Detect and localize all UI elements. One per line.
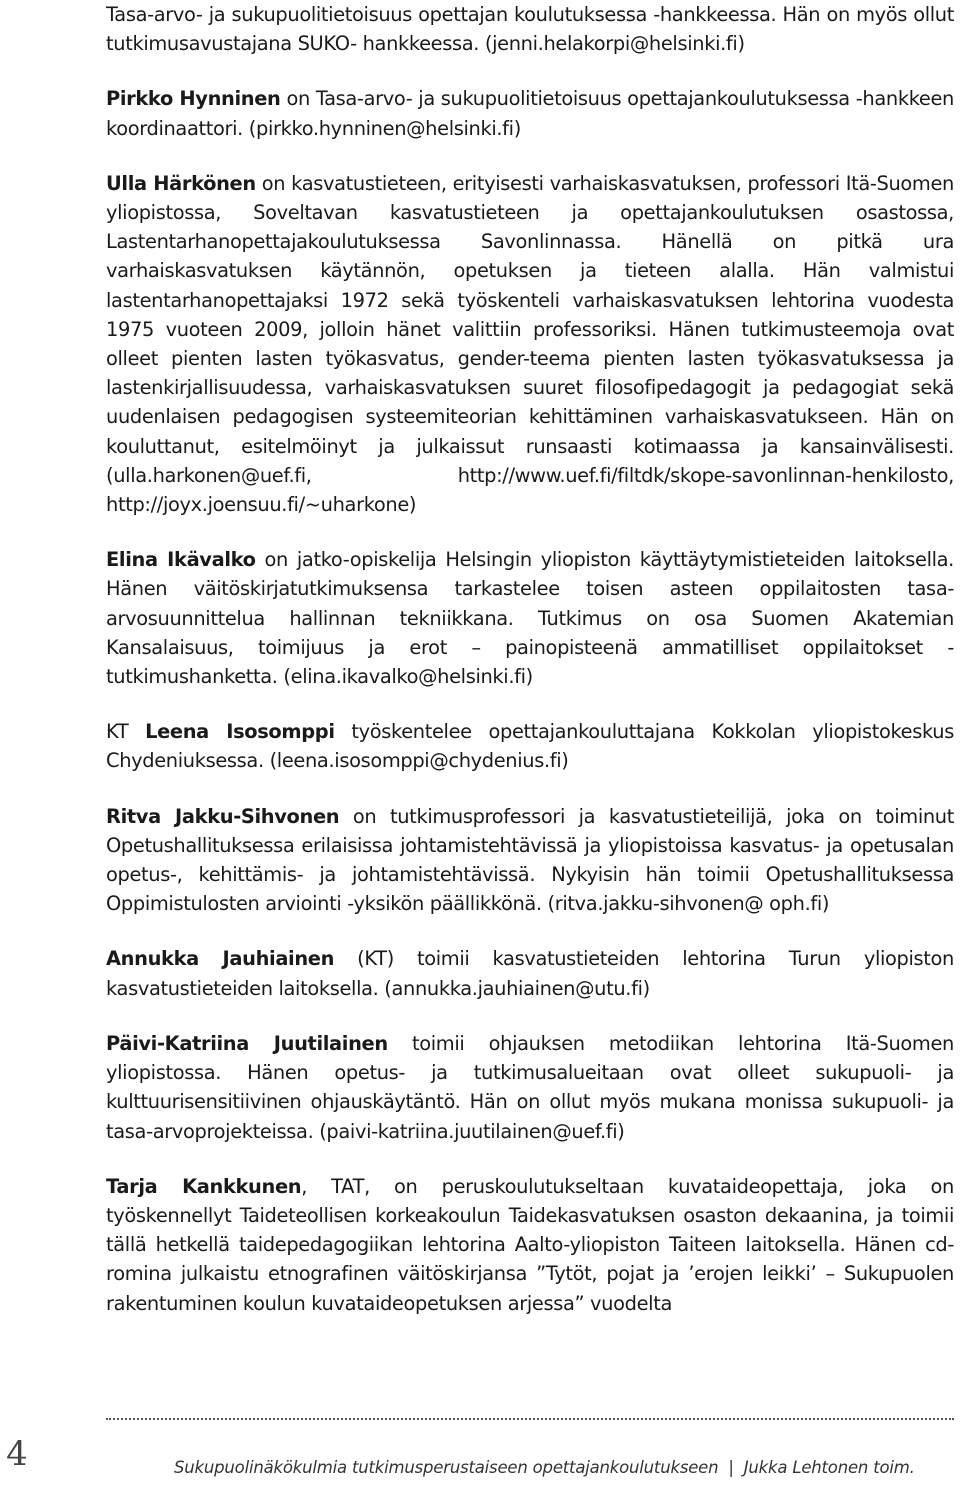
paragraph-text: on tutkimusprofessori ja kasvatustieteilijä, joka on toiminut Opetushallituksessa erilaisissa johtamistehtävissä ja yliopistoissa kasvatus- ja opetusalan opetus-, kehittämis- ja johtamistehtävissä. Nykyisin hän toimii Opetushallituksessa Oppimistulosten arviointi -yksikön päällikkönä. (ritva.jakku-sihvonen@ oph.fi) bbox=[106, 804, 954, 916]
book-editor: Jukka Lehtonen toim. bbox=[743, 1458, 915, 1477]
person-name: Päivi-Katriina Juutilainen bbox=[106, 1031, 388, 1055]
paragraph-text: Tasa-arvo- ja sukupuolitietoisuus opettajan koulutuksessa -hankkeessa. Hän on myös ollut tutkimusavustajana SUKO- hankkeessa. (jenni.helakorpi@helsinki.fi) bbox=[106, 3, 954, 56]
paragraph-text: (KT) toimii kasvatustieteiden lehtorina Turun yliopiston kasvatustieteiden laitoksella. (annukka.jauhiainen@utu.fi) bbox=[106, 947, 954, 1000]
paragraph-jauhiainen bbox=[106, 944, 954, 1002]
person-name: Tarja Kankkunen bbox=[106, 1174, 302, 1198]
paragraph-kankkunen bbox=[106, 1172, 954, 1318]
paragraph-text: on kasvatustieteen, erityisesti varhaiskasvatuksen, professori Itä-Suomen yliopistossa, Soveltavan kasvatustieteen ja opettajankoulutuksen osastossa, Lastentarhanopettajakoulutuksessa Savonlinnassa. Hänellä on pitkä ura varhaiskasvatuksen käytännön, opetuksen ja tieteen alalla. Hän valmistui lastentarhanopettajaksi 1972 sekä työskenteli varhaiskasvatuksen lehtorina vuodesta 1975 vuoteen 2009, jolloin hänet valittiin professoriksi. Hänen tutkimusteemoja ovat olleet pienten lasten työkasvatus, gender-teema pienten lasten työkasvatuksessa ja lastenkirjallisuudessa, varhaiskasvatuksen suuret filosofipedagogit ja pedagogiat sekä uudenlaisen pedagogisen systeemiteorian kehittäminen varhaiskasvatukseen. Hän on kouluttanut, esitelmöinyt ja julkaissut runsaasti kotimaassa ja kansainvälisesti. (ulla.harkonen@uef.fi, http://www.uef.fi/filtdk/skope-savonlinnan-henkilosto, http://joyx.joensuu.fi/~uharkone) bbox=[106, 171, 954, 517]
paragraph-hynninen bbox=[106, 84, 954, 142]
paragraph-juutilainen bbox=[106, 1029, 954, 1146]
footer-divider bbox=[106, 1418, 954, 1420]
running-footer bbox=[174, 1458, 954, 1477]
person-name: Ulla Härkönen bbox=[106, 171, 256, 195]
paragraph-ikavalko bbox=[106, 545, 954, 691]
paragraph-text: on jatko-opiskelija Helsingin yliopiston käyttäytymistieteiden laitoksella. Hänen väitöskirjatutkimuksensa tarkastelee toisen asteen oppilaitosten tasa-arvosuunnittelua hallinnan tekniikkana. Tutkimus on osa Suomen Akatemian Kansalaisuus, toimijuus ja erot – painopisteenä ammatilliset oppilaitokset -tutkimushanketta. (elina.ikavalko@helsinki.fi) bbox=[106, 548, 954, 689]
person-name: Pirkko Hynninen bbox=[106, 87, 281, 111]
person-name: Ritva Jakku-Sihvonen bbox=[106, 804, 340, 828]
paragraph-isosomppi bbox=[106, 717, 954, 775]
footer-separator: | bbox=[728, 1458, 734, 1477]
paragraph-jakku-sihvonen bbox=[106, 802, 954, 919]
paragraph-text: työskentelee opettajankouluttajana Kokkolan yliopistokeskus Chydeniuksessa. (leena.isosomppi@chydenius.fi) bbox=[106, 720, 954, 773]
paragraph-text: , TAT, on peruskoulutukseltaan kuvataideopettaja, joka on työskennellyt Taideteollisen korkeakoulun Taidekasvatuksen osaston dekaanina, ja toimii tällä hetkellä taidepedagogiikan lehtorina Aalto-yliopiston Taiteen laitoksella. Hänen cd-romina julkaistu etnografinen väitöskirjansa ”Tytöt, pojat ja ’erojen leikki’ – Sukupuolen rakentuminen koulun kuvataideopetuksen arjessa” vuodelta bbox=[106, 1174, 954, 1315]
book-title: Sukupuolinäkökulmia tutkimusperustaiseen opettajankoulutukseen bbox=[174, 1458, 719, 1477]
person-name: Leena Isosomppi bbox=[145, 720, 335, 744]
paragraph-text: toimii ohjauksen metodiikan lehtorina Itä-Suomen yliopistossa. Hänen opetus- ja tutkimusalueitaan ovat olleet sukupuoli- ja kulttuurisensitiivinen ohjauskäytäntö. Hän on ollut myös mukana monissa sukupuoli- ja tasa-arvoprojekteissa. (paivi-katriina.juutilainen@uef.fi) bbox=[106, 1031, 954, 1143]
person-name: Annukka Jauhiainen bbox=[106, 947, 335, 971]
paragraph-text: on Tasa-arvo- ja sukupuolitietoisuus opettajankoulutuksessa -hankkeen koordinaattori. (pirkko.hynninen@helsinki.fi) bbox=[106, 87, 954, 140]
page-number: 4 bbox=[6, 1434, 28, 1474]
paragraph-helakorpi bbox=[106, 0, 954, 58]
paragraph-harkonen bbox=[106, 169, 954, 519]
degree-prefix: KT bbox=[106, 720, 146, 744]
page-body bbox=[106, 0, 954, 1344]
person-name: Elina Ikävalko bbox=[106, 548, 256, 572]
